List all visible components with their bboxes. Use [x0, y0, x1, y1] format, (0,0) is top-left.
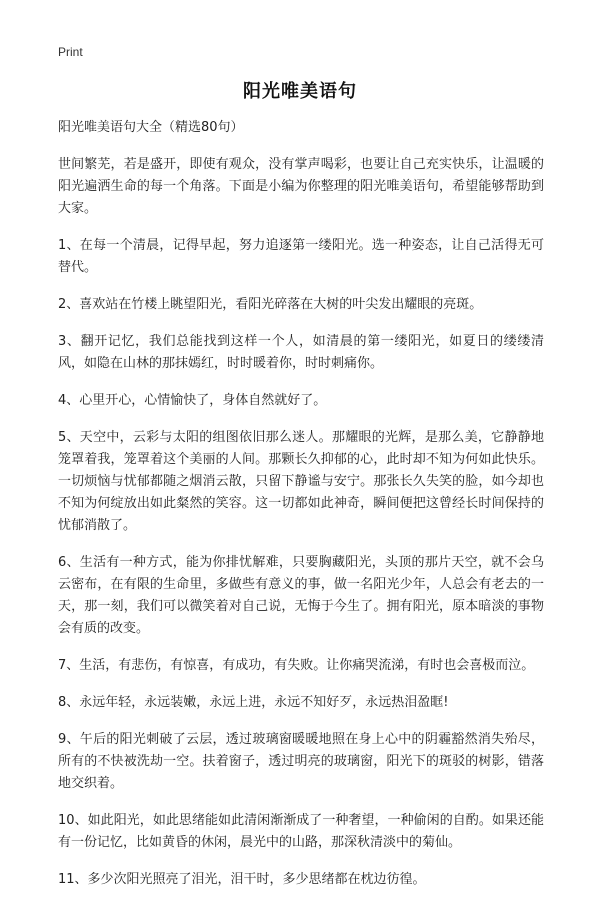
paragraph-1: 1、在每一个清晨，记得早起，努力追逐第一缕阳光。选一种姿态，让自己活得无可替代。 — [58, 238, 544, 275]
paragraph-7: 7、生活，有悲伤，有惊喜，有成功，有失败。让你痛哭流涕，有时也会喜极而泣。 — [58, 658, 535, 673]
paragraph-11: 11、多少次阳光照亮了泪光，泪干时，多少思绪都在枕边彷徨。 — [58, 872, 426, 887]
paragraph-4: 4、心里开心，心情愉快了，身体自然就好了。 — [58, 393, 327, 408]
paragraph-5: 5、天空中，云彩与太阳的组图依旧那么迷人。那耀眼的光辉，是那么美，它静静地笼罩着我，笼罩着这个美丽的人间。那颗长久抑郁的心，此时却不知为何如此快乐。一切烦恼与忧郁都随之烟消云散，只留下静谧与安宁。那张长久失笑的脸，如今却也不知为何绽放出如此粲然的笑容。这一切都如此神奇，瞬间便把这曾经长时间保持的忧郁消散了。 — [58, 430, 544, 533]
article-title: 阳光唯美语句 — [243, 81, 357, 102]
paragraph-6: 6、生活有一种方式，能为你排忧解难，只要胸藏阳光，头顶的那片天空，就不会乌云密布，在有限的生命里，多做些有意义的事，做一名阳光少年，人总会有老去的一天，那一刻，我们可以微笑着对自己说，无悔于今生了。拥有阳光，原本暗淡的事物会有质的改变。 — [58, 555, 544, 636]
intro-paragraph: 世间繁芜，若是盛开，即使有观众，没有掌声喝彩，也要让自己充实快乐，让温暖的阳光遍洒生命的每一个角落。下面是小编为你整理的阳光唯美语句，希望能够帮助到大家。 — [58, 157, 544, 216]
paragraph-10: 10、如此阳光，如此思绪能如此清闲渐渐成了一种奢望，一种偷闲的自酌。如果还能有一份记忆，比如黄昏的休闲，晨光中的山路，那深秋清淡中的菊仙。 — [58, 813, 544, 850]
paragraph-8: 8、永远年轻，永远装嫩，永远上进，永远不知好歹，永远热泪盈眶! — [58, 695, 449, 710]
paragraph-3: 3、翻开记忆，我们总能找到这样一个人，如清晨的第一缕阳光，如夏日的缕缕清风，如隐在山林的那抹嫣红，时时暖着你，时时刺痛你。 — [58, 334, 544, 371]
print-link[interactable]: Print — [58, 45, 83, 59]
paragraph-9: 9、午后的阳光刺破了云层，透过玻璃窗暖暖地照在身上心中的阴霾豁然消失殆尽，所有的不快被洗劫一空。扶着窗子，透过明亮的玻璃窗，阳光下的斑驳的树影，错落地交织着。 — [58, 732, 544, 791]
article-subtitle: 阳光唯美语句大全（精选80句） — [58, 120, 244, 135]
article-body — [58, 117, 544, 906]
paragraph-2: 2、喜欢站在竹楼上眺望阳光，看阳光碎落在大树的叶尖发出耀眼的亮斑。 — [58, 297, 483, 312]
